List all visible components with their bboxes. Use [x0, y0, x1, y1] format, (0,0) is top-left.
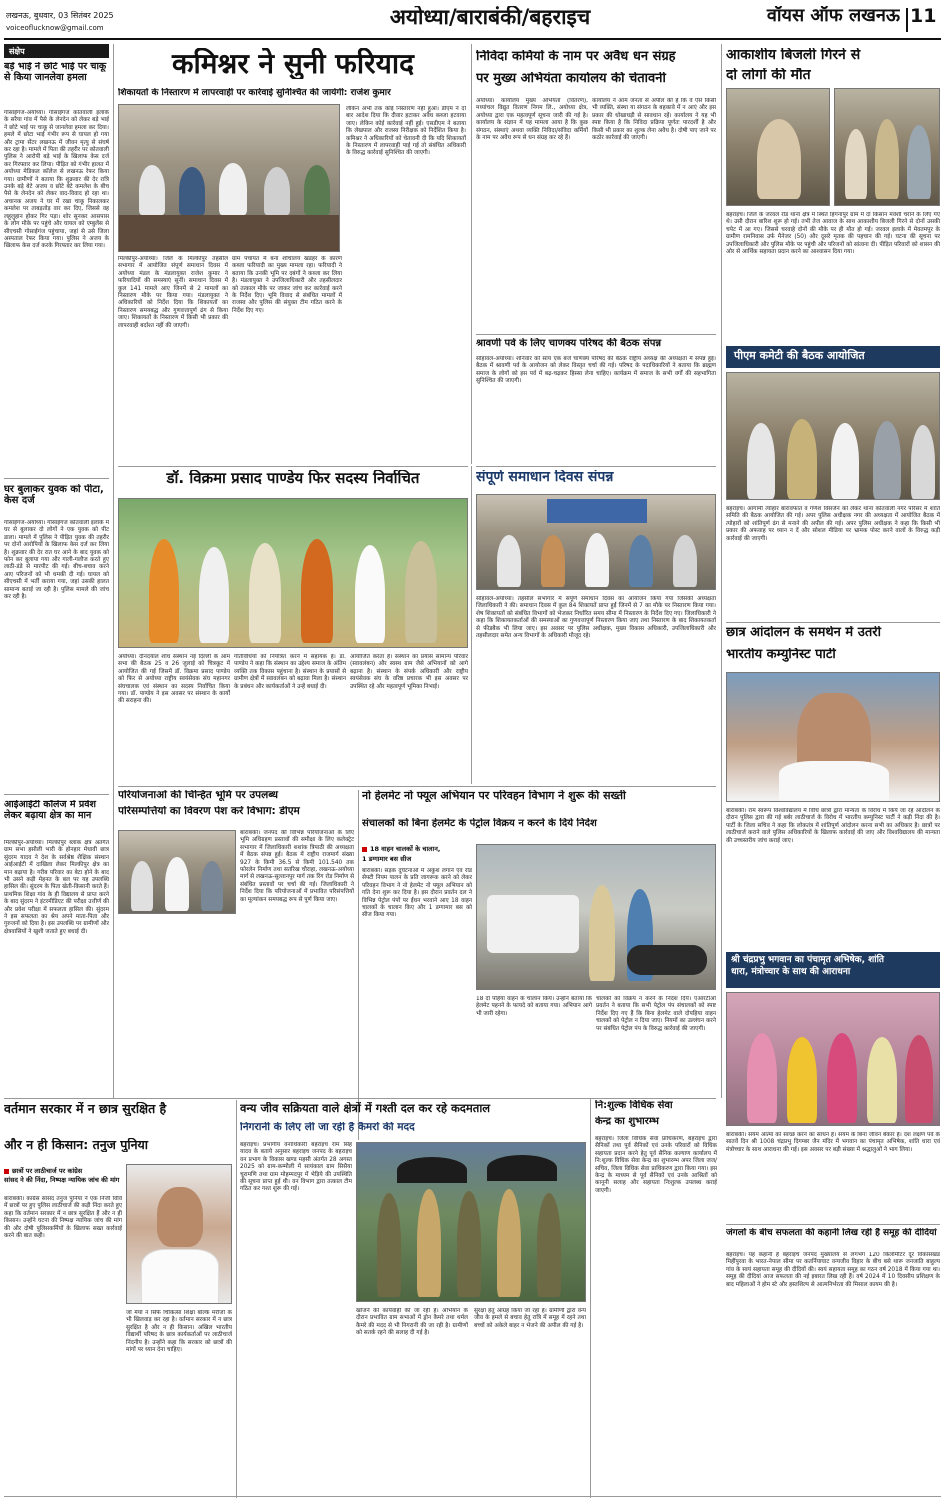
motorcycle [627, 945, 707, 975]
tanuj-portrait-photo [126, 1164, 232, 1304]
person-figure [497, 535, 521, 587]
vikrama-headline: डॉ. विक्रमा प्रसाद पाण्डेय फिर सदस्य निर्वाचित [166, 470, 420, 487]
sankshep-label: संक्षेप [9, 47, 25, 56]
person-figure [139, 165, 165, 215]
page-bottom-rule [4, 1496, 941, 1497]
jungle-body: बहराइच। यह कहानी है बहराइच जनपद मुख्यालय से लगभग 120 किलोमीटर दूर विकासखंड मिहींपुरवा के भारत-नेपाल सीमा पर कतर्नियाघाट वन्यजीव विहार के बीच बसे थारू जनजाति बाहुल्य गांव के स्वयं सहायता समूह की दीदियों की। स्वयं सहायता समूह का गठन वर्ष 2018 में किया गया था। समूह की दीदियां आज सफलता की नई इबारत लिख रही हैं। वर्ष 2024 में 10 दिवसीय प्रशिक्षण के बाद महिलाओं ने होम स्टे और हस्तशिल्प से आत्मनिर्भरता की मिसाल कायम की है। [726, 1252, 940, 1288]
sankshep-story1-headline: बड़े भाई ने छोटे भाई पर चाकू से किया जानलेवा हमला [4, 62, 107, 83]
person-figure [867, 1037, 897, 1123]
masthead-rule [4, 38, 941, 40]
helmet-subheadline: संचालकों को बिना हेलमेट के पेट्रोल विक्रय न करने के दिये निर्देश [362, 818, 597, 829]
person-figure [149, 539, 179, 643]
helmet-bullet1-text: 18 वाहन चालकों के चालान, [370, 845, 441, 853]
sampurna-meeting-photo [476, 494, 716, 590]
person-figure [157, 1187, 203, 1247]
bullet-square [4, 1169, 9, 1174]
bijli-body: बहराइच। जिले के जरवल रोड थाना क्षेत्र में स्थित हिंगनापुर ग्राम में दो किसान मवेशी चराने के लिए गए थे। उसी दौरान बारिश शुरू हो गई। तभी तेज आवाज के साथ आकाशीय बिजली गिरने से दोनों उसकी चपेट में आ गए। जिससे चरवाहे दोनों की मौके पर ही मौत हो गई। जरवल इलाके में मेवतमपुर के ग्रामीण रामनिवास उर्फ मैनेजर (50) और दूसरे मृतक की पहचान की गई। घटना की सूचना पर उपजिलाधिकारी और पुलिस मौके पर पहुंची और परिजनों को सांत्वना दी। पीड़ित परिवारों को शासन की ओर से आर्थिक सहायता प्रदान करने का आश्वासन दिया गया। [726, 212, 940, 256]
chandraprabhu-headline-box [726, 952, 940, 988]
vanya-col1: बहराइच। प्रभागीय वनाधिकारी बहराइच राम सिंह यादव के बताये अनुसार बहराइच जनपद के बहराइच वन प्रभाग के विकास खण्ड महसी अंतर्गत 28 अगस्त 2025 को ग्राम-कम्मौली में सायंकाल ग्राम सिसैया चूरामणि तथा ग्राम मोहम्मदपुर में भेड़िये की उपस्थिति की सूचना प्राप्त हुई थी। वन विभाग द्वारा तत्काल टीम गठित कर गश्त शुरू की गई। [240, 1142, 352, 1193]
nivida-col2: कार्यालय ने आम जनता से अपील की है कि वे ऐसे किसी भी व्यक्ति, संस्था या संगठन के बहकावे में न आएं और इस प्रकार की धोखाधड़ी से सावधान रहें। कार्यालय ने यह भी स्पष्ट किया है कि निविदा प्रक्रिया पूर्णतः पारदर्शी है और किसी भी प्रकार का शुल्क लेना अवैध है। दोषी पाए जाने पर कठोर कार्रवाई की जाएगी। [592, 98, 716, 142]
shirt [779, 761, 889, 802]
person-figure [537, 1193, 561, 1297]
paper-name: वॉयस ऑफ लखनऊ [766, 6, 900, 26]
nishulk-body: बहराइच। जिला विधिक सेवा प्राधिकरण, बहराइच द्वारा सैनिकों तथा पूर्व सैनिकों एवं उनके परिवारों को विधिक सहायता प्रदान करने हेतु पूर्व सैनिक कल्याण कार्यालय में नि:शुल्क विधिक सेवा केन्द्र का शुभारम्भ अपर जिला जज/सचिव, जिला विधिक सेवा प्राधिकरण द्वारा किया गया। इस केन्द्र के माध्यम से पूर्व सैनिकों एवं उनके आश्रितों को कानूनी सलाह और सहायता निःशुल्क उपलब्ध कराई जाएगी। [595, 1136, 717, 1194]
commissioner-meeting-photo [118, 104, 340, 252]
chhatra-headline-line1: छात्र आंदोलन के समर्थन में उतरी [726, 626, 881, 640]
pariyojana-headline-line1: परियोजनाओं की चिन्हित भूमि पर उपलब्ध [118, 790, 278, 801]
sankshep-story2-headline: घर बुलाकर युवक को पीटा, केस दर्ज [4, 484, 104, 507]
person-figure [787, 1037, 817, 1123]
divider [118, 466, 468, 467]
commissioner-col2: ग्राम पंचायत में बना शौचालय खंडहर के कारण कब्जा फरियादी का मुख्य मामला रहा। फरियादी ने बताया कि उनकी भूमि पर दबंगों ने कब्जा कर लिया है। मंडलायुक्त ने उपजिलाधिकारी और तहसीलदार को तत्काल मौके पर जाकर जांच कर कार्रवाई करने के निर्देश दिए। भूमि विवाद से संबंधित मामलों में राजस्व और पुलिस की संयुक्त टीम गठित करने के निर्देश दिए गए। [232, 256, 342, 314]
column-rule [358, 790, 359, 1140]
vikrama-col1: अयोध्या। दीनदयाल शोध संस्थान नई दिल्ली के आम सभा की बैठक 25 व 26 जुलाई को चित्रकूट में आयोजित की गई जिसमें डॉ. विक्रमा प्रसाद पाण्डेय को फिर से अयोध्या राष्ट्रीय स्वयंसेवक संघ महानगर संघचालक एवं संस्थान का सदस्य निर्वाचित किया गया। डॉ. पाण्डेय ने इस अवसर पर संस्थान के कार्यों की सराहना की। [118, 654, 230, 705]
divider [476, 466, 716, 467]
helmet-col1: बाराबंकी। सड़क दुर्घटनाओं में अंकुश लगाने एवं रोड सेफ्टी नियम पालन के प्रति जागरूक करने को लेकर परिवहन विभाग ने नो हेलमेट नो फ्यूल अभियान को गति देना शुरू कर दिया है। इस दौरान प्रवर्तन दल ने विभिन्न पेट्रोल पंपों पर ईंधन भरवाने आए 18 वाहन चालकों के चालान किए और 1 डग्गामार बस को सीज किया गया। [362, 868, 472, 919]
shravani-body: सोहावल-अयोध्या। शनिवार को सायं एक बजे चाणक्य परिषद की बैठक राष्ट्रीय अध्यक्ष की अध्यक्षता में संपन्न हुई। बैठक में श्रावणी पर्व के आयोजन को लेकर विस्तृत चर्चा की गई। परिषद के पदाधिकारियों ने बताया कि ब्राह्मण समाज के लोगों को इस पर्व में बढ़-चढ़कर हिस्सा लेना चाहिए। कार्यक्रम में समाज के सभी वर्गों की सहभागिता सुनिश्चित की जाएगी। [476, 356, 716, 385]
person-figure [541, 535, 565, 587]
person-figure [219, 163, 247, 215]
shirt [141, 1249, 219, 1304]
divider [476, 334, 716, 335]
chhatra-headline-line2: भारतीय कम्युनिस्ट पार्टी [726, 648, 836, 662]
nishulk-headline-line1: नि:शुल्क विधिक सेवा [595, 1100, 673, 1111]
person-figure [911, 425, 935, 499]
person-figure [757, 119, 801, 199]
person-figure [629, 535, 653, 587]
person-figure [457, 1191, 481, 1297]
nishulk-headline-line2: केन्द्र का शुभारम्भ [595, 1116, 659, 1127]
column-rule [236, 1100, 237, 1498]
commissioner-headline: कमिश्नर ने सुनी फरियाद [172, 48, 414, 80]
commissioner-col3: लेकिन अभी तक कोई निस्तारण नहीं हुआ। डीएम ने दो बार आदेश दिया कि दीवार हटाकर अवैध कब्जा हटवाया जाए। लेकिन कोई कार्रवाई नहीं हुई। एसडीएम ने बताया कि लेखपाल और राजस्व निरीक्षक को निर्देशित किया है। कमिश्नर ने अधिकारियों को चेतावनी दी कि यदि शिकायतों के निस्तारण में लापरवाही पाई गई तो संबंधित अधिकारी के विरुद्ध कार्रवाई सुनिश्चित की जाएगी। [346, 106, 466, 157]
helmet-bullet2 [362, 854, 472, 863]
sankshep-story2-body: गोसाईगंज-अयोध्या। गोसाईगंज कोतवाली इलाके में घर से बुलाकर दो लोगों ने एक युवक को पीट डाला। मामले में पुलिस ने पीड़ित युवक की तहरीर पर दोनों आरोपियों के खिलाफ केस दर्ज कर लिया है। शुक्रवार की देर रात घर आने के बाद युवक को फोन कर बुलाया गया और गाली-गलौज करते हुए लाठी-डंडे से मारपीट की गई। बीच-बचाव करने आए परिजनों को भी धमकी दी गई। घायल को सीएचसी में भर्ती कराया गया, जहां उसकी हालत सामान्य बताई जा रही है। पुलिस मामले की जांच कर रही है। [4, 520, 109, 601]
tanuj-headline-line1: वर्तमान सरकार में न छात्र सुरक्षित है [4, 1102, 167, 1116]
person-figure [304, 165, 330, 215]
page-number-divider [906, 8, 908, 32]
person-figure [355, 545, 385, 643]
peace-body: बहराइच। आगामी त्योहार बारावफात व गणेश विसर्जन को लेकर थाना कोतवाली नगर परिसर में शांति समिति की बैठक आयोजित की गई। अपर पुलिस अधीक्षक नगर की अध्यक्षता में आयोजित बैठक में त्योहारों को शांतिपूर्ण ढंग से मनाने की अपील की गई। अपर पुलिस अधीक्षक ने कहा कि किसी भी प्रकार की अफवाह पर ध्यान न दें और सोशल मीडिया पर भ्रामक पोस्ट करने वालों के विरुद्ध कड़ी कार्रवाई की जाएगी। [726, 506, 940, 542]
person-figure [179, 167, 205, 215]
vanya-headline: वन्य जीव सक्रियता वाले क्षेत्रों में गश्ती दल कर रहे कदमताल [240, 1102, 491, 1115]
person-figure [747, 1033, 777, 1123]
person-figure [585, 533, 609, 587]
chandraprabhu-photo [726, 992, 940, 1126]
tanuj-bullet2: सांसद ने की निंदा, निष्पक्ष न्यायिक जांच की मांग [4, 1176, 120, 1184]
column-rule [113, 44, 114, 1098]
sankshep-story1-body: गोसाईगंज-अयोध्या। गोसाईगंज कोतवाली इलाके के सरैया गांव में पैसे के लेनदेन को लेकर बड़े भाई ने छोटे भाई पर चाकू से जानलेवा हमला कर दिया। हमले में छोटा भाई गंभीर रूप से घायल हो गया और ट्रामा सेंटर लखनऊ में जीवन मृत्यु से संघर्ष कर रहा है। मामले में पिता की तहरीर पर कोतवाली पुलिस ने आरोपी बड़े भाई के खिलाफ केस दर्ज कर गिरफ्तार कर लिया। पीड़ित को गंभीर हालत में अयोध्या मेडिकल कॉलेज से लखनऊ रेफर किया गया। ग्रामीणों ने बताया कि शुक्रवार की देर रात्रि उनके बड़े बेटे अजय व छोटे बेटे कमलेश के बीच पैसे के लेनदेन को लेकर वाद-विवाद हो रहा था। अचानक अजय ने घर में रखा चाकू निकालकर कमलेश पर ताबड़तोड़ वार कर दिए, जिससे वह लहूलुहान होकर गिर पड़ा। शोर सुनकर आसपास के लोग मौके पर पहुंचे और घायल को एम्बुलेंस से सीएचसी गोसाईगंज पहुंचाया, जहां से उसे जिला अस्पताल रेफर किया गया। पुलिस ने अजय के खिलाफ केस दर्ज करके गिरफ्तार कर लिया गया। [4, 110, 109, 250]
vanya-patrol-photo [356, 1142, 586, 1302]
pariyojana-meeting-photo [118, 830, 236, 914]
divider [726, 622, 940, 623]
person-figure [905, 1035, 933, 1123]
column-rule [590, 1098, 591, 1498]
banner [547, 499, 647, 523]
person-figure [589, 885, 615, 981]
helmet-col2: चालकों को विक्रय न करने के निर्देश दिये। एआरटीओ प्रवर्तन ने बताया कि सभी पेट्रोल पंप संचालकों को स्पष्ट निर्देश दिए गए हैं कि बिना हेलमेट वाले दोपहिया वाहन चालकों को पेट्रोल न दिया जाए। नियमों का उल्लंघन करने पर संबंधित पेट्रोल पंप के विरुद्ध कार्रवाई की जाएगी। [596, 996, 716, 1032]
person-figure [301, 539, 333, 643]
helmet-headline: नो हेलमेट नो फ्यूल अभियान पर परिवहन विभाग ने शुरू की सख्ती [362, 790, 626, 802]
person-figure [405, 541, 437, 643]
commissioner-col1: मिल्कीपुर-अयोध्या। जिले के मिल्कीपुर तहसील सभागार में आयोजित संपूर्ण समाधान दिवस में अयोध्या मंडल के मंडलायुक्त राजेश कुमार ने फरियादियों की समस्याएं सुनीं। समाधान दिवस में कुल 141 मामले आए जिनमें से 2 मामलों का निस्तारण मौके पर किया गया। मंडलायुक्त ने अधिकारियों को निर्देश दिया कि शिकायतों का निस्तारण समयबद्ध और गुणवत्तापूर्ण ढंग से किया जाए। शिकायतों के निस्तारण में किसी भी प्रकार की लापरवाही बर्दाश्त नहीं की जाएगी। [118, 256, 228, 329]
tanuj-bullet1 [4, 1166, 122, 1175]
sankshep-story3-body: मिल्कीपुर-अयोध्या। मिल्कीपुर ब्लॉक क्षेत्र अंतर्गत ग्राम सभा हसौली भारी के होनहार मेधावी छात्र सुंदरम यादव ने देश के सर्वश्रेष्ठ शैक्षिक संस्थान आईआईटी में दाखिला लेकर मिल्कीपुर क्षेत्र का मान बढ़ाया है। गरीब परिवार का बेटा होने के बाद भी उसने कड़ी मेहनत के बल पर यह उपलब्धि हासिल की। सुंदरम के पिता खेती-किसानी करते हैं। प्राथमिक शिक्षा गांव के ही विद्यालय से प्राप्त करने के बाद सुंदरम ने इंटरमीडिएट की परीक्षा उत्तीर्ण की और प्रवेश परीक्षा में सफलता हासिल की। सुंदरम ने इस सफलता का श्रेय अपने माता-पिता और गुरुजनों को दिया है। इस उपलब्धि पर ग्रामीणों और क्षेत्रवासियों ने खुशी जताते हुए बधाई दी। [4, 840, 109, 935]
chandraprabhu-headline-line2: धारा, मंत्रोच्चार के साथ की आराधना [731, 967, 851, 978]
vikrama-col3: आयोजित करता है। संस्थान का प्रयास सामान्य परिवार (स्वावलंबन) और स्वस्थ ग्राम जैसे अभियानों को आगे बढ़ाना है। संस्थान के संपर्क अधिकारी और राष्ट्रीय स्वयंसेवक संघ के वरिष्ठ प्रचारक भी इस अवसर पर उपस्थित रहे और महत्वपूर्ण भूमिका निभाई। [350, 654, 468, 690]
helmet-checking-photo [476, 844, 716, 990]
person-figure [787, 419, 817, 499]
vanya-col3: सुरक्षा हेतु आग्रह किया जा रहा है। ग्रामीणों द्वारा वन्य जीव के हमले से बचाव हेतु रात्रि में समूह में रहने तथा बच्चों को अकेले बाहर न भेजने की अपील की गई है। [474, 1308, 586, 1329]
helmet-bullet2-text: 1 डग्गामार बस सीज [362, 855, 412, 863]
helmet-col3: 18 दो पहिया वाहन के चालान किये। उन्होंने बताया कि हेलमेट पहनने के फायदे को बताया गया। अभियान आगे भी जारी रहेगा। [476, 996, 592, 1017]
column-rule [721, 44, 722, 1098]
person-figure [845, 129, 867, 199]
chhatra-body: बाराबंकी। राम स्वरूप विश्वविद्यालय में विधि छात्रों द्वारा मान्यता के विरोध में किये जा रहे आंदोलन के दौरान पुलिस द्वारा की गई बर्बर लाठीचार्ज के विरोध में भारतीय कम्युनिस्ट पार्टी ने कड़ी निंदा की है। पार्टी के जिला सचिव ने कहा कि लोकतंत्र में शांतिपूर्ण आंदोलन करना सभी का अधिकार है। छात्रों पर लाठीचार्ज कराने वाले पुलिस अधिकारियों के खिलाफ कार्रवाई की जाए और विश्वविद्यालय की मान्यता की उच्चस्तरीय जांच कराई जाए। [726, 808, 940, 844]
divider [118, 786, 716, 787]
nivida-headline-line1: निविदा कर्मियों के नाम पर अवैध धन संग्रह [476, 50, 676, 64]
table [119, 215, 340, 252]
sankshep-label-box [4, 44, 109, 58]
person-figure [199, 547, 229, 643]
website: voiceoflucknow@gmail.com [6, 24, 104, 32]
nivida-col1: अयोध्या। कार्यालय मुख्य अभियंता (वितरण), मध्यांचल विद्युत वितरण निगम लि., अयोध्या क्षेत्र, अयोध्या द्वारा एक महत्वपूर्ण सूचना जारी की गई है। कार्यालय के संज्ञान में यह मामला आया है कि कुछ संगठन, संस्थाएं अथवा व्यक्ति निविदा/संविदा कर्मियों के नाम पर अवैध रूप से धन संग्रह कर रहे हैं। [476, 98, 588, 142]
person-figure [873, 421, 901, 499]
person-figure [249, 543, 281, 643]
person-figure [131, 861, 153, 911]
tanuj-col1: बाराबंकी। कांग्रेस सांसद तनुज पुनिया ने एक निजी विवि में छात्रों पर हुए पुलिस लाठीचार्ज की कड़ी निंदा करते हुए कहा कि वर्तमान सरकार में न छात्र सुरक्षित हैं और न ही किसान। उन्होंने घटना की निष्पक्ष न्यायिक जांच की मांग की और दोषी पुलिसकर्मियों के खिलाफ सख्त कार्रवाई करने की बात कही। [4, 1196, 122, 1240]
divider [726, 1224, 940, 1225]
bijli-headline-line2: दो लोगों की मौत [726, 68, 811, 83]
person-figure [827, 1033, 857, 1123]
peace-headline [726, 346, 940, 368]
tanuj-col2: जो मेयो न सिर्फ चिकित्सा शिक्षा बल्कि मरीजों के भी खिलवाड़ कर रहा है। वर्तमान सरकार में न छात्र सुरक्षित है और न ही किसान। अखिल भारतीय विद्यार्थी परिषद के छात्र कार्यकर्ताओं पर लाठीचार्ज निंदनीय है। उन्होंने कहा कि सरकार को छात्रों की मांगों पर ध्यान देना चाहिए। [126, 1310, 232, 1354]
bullet-square [362, 847, 367, 852]
person-figure [264, 167, 290, 215]
divider [4, 478, 109, 479]
column-rule [471, 44, 472, 464]
person-figure [673, 535, 697, 587]
commissioner-subheadline: शिकायतों के निस्तारण में लापरवाही पर कार्रवाई सुनिश्चित की जायेगी: राजेश कुमार [118, 88, 391, 98]
person-figure [497, 1189, 521, 1297]
person-figure [875, 119, 899, 199]
bijli-headline-line1: आकाशीय बिजली गिरने से [726, 48, 861, 63]
bijli-crowd-photo [834, 88, 940, 206]
person-figure [831, 423, 859, 499]
chandraprabhu-body: बाराबंकी। संयम आत्मा को स्वच्छ करने का साधन है। संयम के बिना जीवन बेकार है। दश लक्षण पर्व के सातवें दिन श्री 1008 चंद्रप्रभु दिगम्बर जैन मंदिर में भगवान का पंचामृत अभिषेक, शांति धारा एवं मंत्रोच्चार के साथ आराधना की गई। इस अवसर पर बड़ी संख्या में श्रद्धालुओं ने भाग लिया। [726, 1132, 940, 1153]
date-line: लखनऊ, बुधवार, 03 सितंबर 2025 [6, 11, 114, 20]
column-rule [471, 466, 472, 784]
shravani-headline: श्रावणी पर्व के लिए चाणक्य परिषद की बैठक संपन्न [476, 338, 662, 349]
divider [4, 1098, 716, 1099]
person-figure [417, 1189, 441, 1297]
section-title: अयोध्या/बाराबंकी/बहराइच [389, 6, 591, 29]
person-figure [747, 423, 775, 499]
sampurna-headline: संपूर्ण समाधान दिवस संपन्न [476, 470, 614, 485]
peace-headline-text: पीएम कमेटी की बैठक आयोजित [734, 349, 865, 362]
vikrama-col2: गतिविधियों को नियंत्रित करने में सहायक हैं। डॉ. पाण्डेय ने कहा कि संस्थान का उद्देश्य समाज के अंतिम व्यक्ति तक विकास पहुंचाना है। संस्थान के प्रयासों से ग्रामीण क्षेत्रों में स्वावलंबन को बढ़ावा मिला है। संस्थान के प्रबंधन और कार्यकर्ताओं ने उन्हें बधाई दी। [234, 654, 346, 690]
helmet-bullet1 [362, 844, 472, 853]
pariyojana-headline-line2: परिसम्पत्तियों का विवरण पेश करें विभाग: डीएम [118, 806, 300, 817]
person-figure [907, 125, 931, 199]
pariyojana-body: बाराबंकी। जनपद की विभिन्न परियोजनाओं के लिए भूमि अधिग्रहण प्रस्तावों की समीक्षा के लिए कलेक्ट्रेट सभागार में जिलाधिकारी शशांक त्रिपाठी की अध्यक्षता में बैठक संपन्न हुई। बैठक में राष्ट्रीय राजमार्ग संख्या 927 के किमी 36.5 से किमी 101.540 तक फोरलेन निर्माण तथा सतरिख चौराहा, लखनऊ-अयोध्या मार्ग से लखनऊ-सुल्तानपुर मार्ग तक रिंग रोड निर्माण से संबंधित प्रस्तावों पर चर्चा की गई। जिलाधिकारी ने निर्देश दिया कि परियोजनाओं में प्रभावित परिसंपत्तियों का मूल्यांकन समयबद्ध रूप से पूर्ण किया जाए। [240, 830, 354, 903]
vehicle [487, 895, 579, 953]
peace-meeting-photo [726, 372, 940, 500]
divider [4, 794, 109, 795]
person-figure [165, 857, 189, 911]
tanuj-bullet1-text: छात्रों पर लाठीचार्ज पर कांग्रेस [12, 1167, 83, 1175]
page-number: 11 [910, 6, 937, 27]
person-figure [201, 861, 223, 911]
nivida-headline-line2: पर मुख्य अभियंता कार्यालय की चेतावनी [476, 72, 666, 86]
chhatra-portrait-photo [726, 672, 940, 802]
tanuj-headline-line2: और न ही किसान: तनुज पुनिया [4, 1138, 149, 1152]
masthead [0, 0, 945, 40]
person-figure [377, 1193, 401, 1297]
vanya-col2: खोजने की कार्यवाही की जा रही है। अभियान के दौरान प्रभावित ग्राम सभाओं में ड्रोन कैमरे तथा थर्मल कैमरे की मदद से भी निगरानी की जा रही है। ग्रामीणों को सतर्क रहने की सलाह दी गई है। [356, 1308, 468, 1337]
vikrama-event-photo [118, 498, 468, 648]
sankshep-story3-headline: आईआईटी कॉलेज में प्रवेश लेकर बढ़ाया क्षेत्र का मान [4, 800, 96, 821]
umbrella [397, 1157, 467, 1183]
sampurna-body: सोहावल-अयोध्या। तहसील सभागार में संपूर्ण समाधान दिवस का आयोजन किया गया जिसकी अध्यक्षता जिलाधिकारी ने की। समाधान दिवस में कुल 84 शिकायतें प्राप्त हुईं जिनमें से 7 का मौके पर निस्तारण किया गया। शेष शिकायतों को संबंधित विभागों को भेजकर निर्धारित समय सीमा में निस्तारण के निर्देश दिए गए। जिलाधिकारी ने कहा कि शिकायतकर्ताओं की समस्याओं का गुणवत्तापूर्ण निस्तारण किया जाए तथा निस्तारण के बाद शिकायतकर्ता से फीडबैक भी लिया जाए। इस अवसर पर पुलिस अधीक्षक, मुख्य विकास अधिकारी, उपजिलाधिकारी और तहसीलदार समेत अन्य विभागों के अधिकारी मौजूद रहे। [476, 596, 716, 640]
bijli-victim-photo [726, 88, 830, 206]
vanya-subheadline: निगरानी के लिए ली जा रही है कैमरों की मदद [240, 1122, 415, 1133]
umbrella [487, 1155, 557, 1181]
chandraprabhu-headline-line1: श्री चंद्रप्रभु भगवान का पंचामृत अभिषेक, शांति [731, 955, 885, 965]
jungle-headline: जंगलों के बीच सफलता की कहानी लिख रहीं हैं समूह की दीदियां [726, 1228, 937, 1238]
